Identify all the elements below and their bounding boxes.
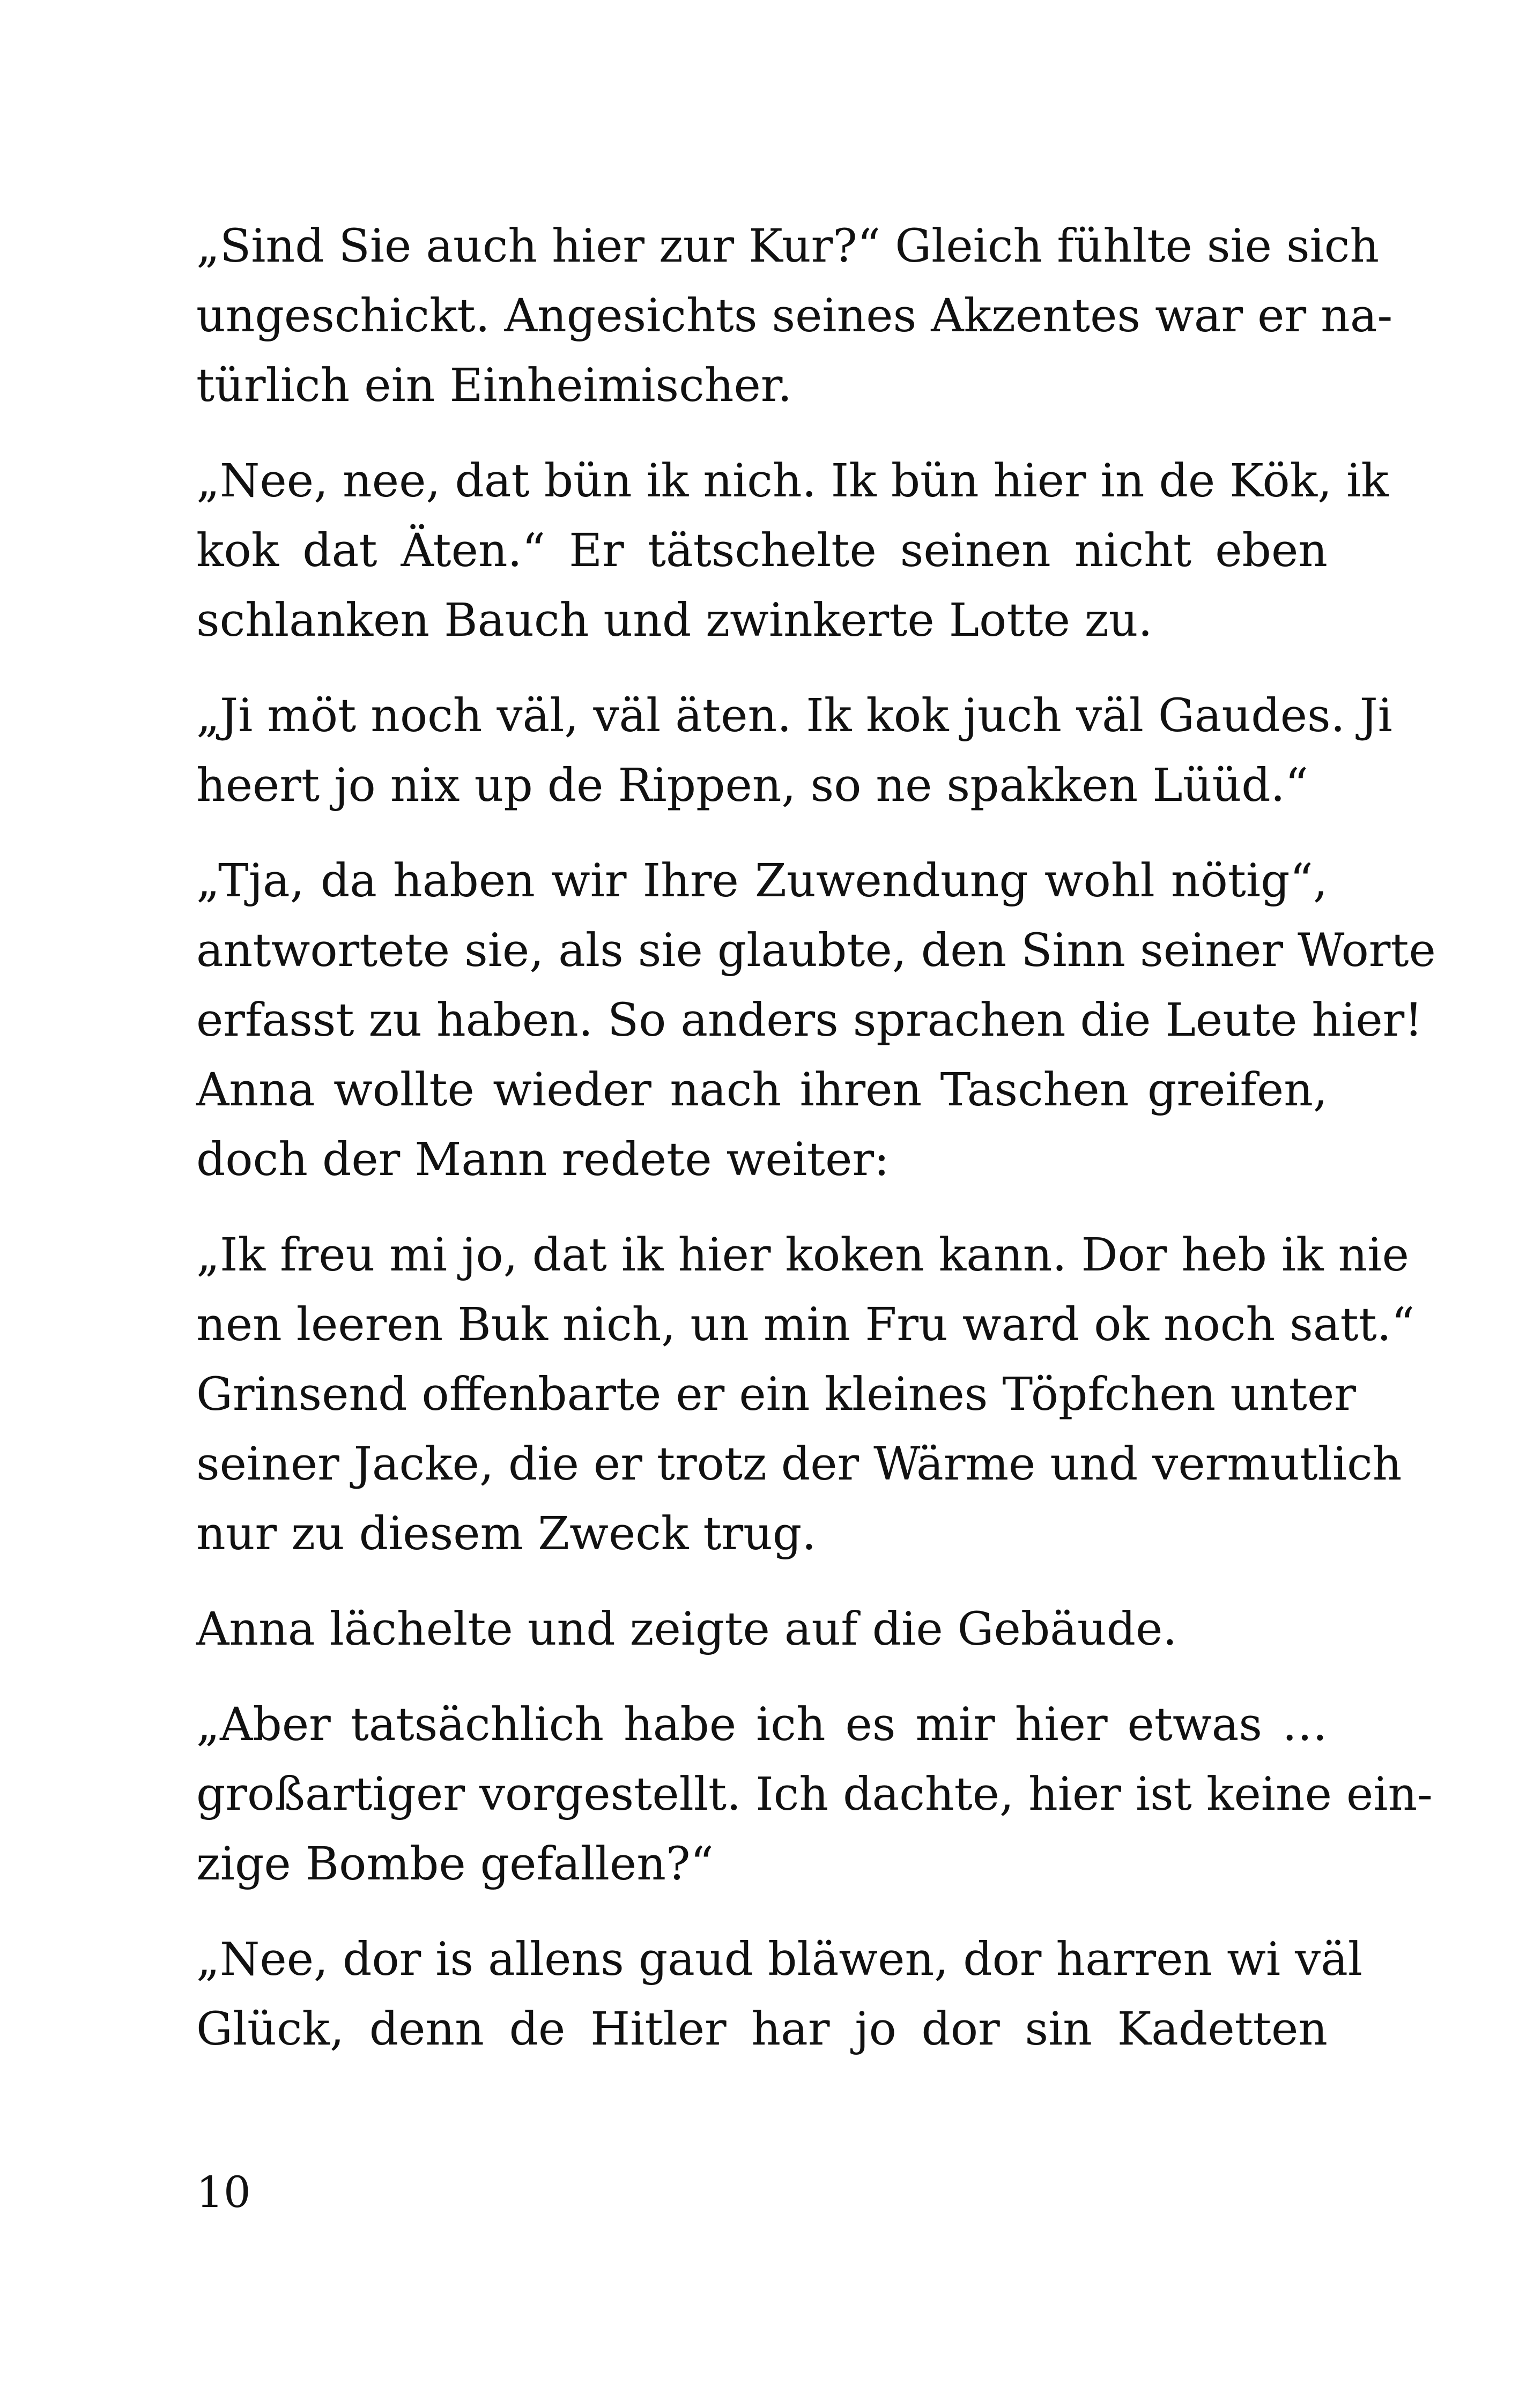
paragraph [196, 846, 1436, 1195]
text-line: „Nee, nee, dat bün ik nich. Ik bün hier in de Kök, ik [196, 455, 1389, 508]
text-line: „Nee, dor is allens gaud bläwen, dor harren wi väl [196, 1933, 1363, 1986]
text-line: doch der Mann redete weiter: [196, 1133, 890, 1186]
text-line: nen leeren Buk nich, un min Fru ward ok noch satt.“ [196, 1298, 1415, 1351]
text-line: antwortete sie, als sie glaubte, den Sinn seiner Worte [196, 924, 1436, 977]
text-line: Anna lächelte und zeigte auf die Gebäude. [196, 1603, 1177, 1656]
text-line: „Ik freu mi jo, dat ik hier koken kann. Dor heb ik nie [196, 1229, 1409, 1282]
body-text [196, 212, 1436, 2090]
text-line: Grinsend offenbarte er ein kleines Töpfchen unter [196, 1368, 1356, 1421]
paragraph [196, 1925, 1363, 2064]
text-line: erfasst zu haben. So anders sprachen die Leute hier! [196, 994, 1423, 1047]
text-line: „Tja, da haben wir Ihre Zuwendung wohl nötig“, [196, 854, 1328, 908]
text-line: türlich ein Einheimischer. [196, 359, 792, 412]
paragraph [196, 681, 1392, 821]
text-line: seiner Jacke, die er trotz der Wärme und vermutlich [196, 1438, 1402, 1491]
text-line: nur zu diesem Zweck trug. [196, 1507, 817, 1560]
paragraph [196, 1221, 1415, 1569]
text-line: Anna wollte wieder nach ihren Taschen greifen, [196, 1064, 1328, 1117]
text-line: zige Bombe gefallen?“ [196, 1838, 714, 1891]
text-line: heert jo nix up de Rippen, so ne spakken Lüüd.“ [196, 759, 1309, 812]
text-line: schlanken Bauch und zwinkerte Lotte zu. [196, 594, 1153, 647]
text-line: kok dat Äten.“ Er tätschelte seinen nicht eben [196, 524, 1328, 577]
paragraph [196, 1595, 1328, 1664]
text-line: „Aber tatsächlich habe ich es mir hier etwas … [196, 1698, 1328, 1751]
text-line: Glück, denn de Hitler har jo dor sin Kadetten [196, 2003, 1328, 2056]
paragraph [196, 212, 1393, 421]
text-line: ungeschickt. Angesichts seines Akzentes war er na- [196, 289, 1393, 343]
paragraph [196, 1690, 1433, 1899]
paragraph [196, 447, 1389, 656]
page-number: 10 [196, 2167, 251, 2217]
text-line: großartiger vorgestellt. Ich dachte, hier ist keine ein- [196, 1768, 1433, 1821]
text-line: „Ji möt noch väl, väl äten. Ik kok juch väl Gaudes. Ji [196, 689, 1392, 742]
text-line: „Sind Sie auch hier zur Kur?“ Gleich fühlte sie sich [196, 220, 1380, 273]
